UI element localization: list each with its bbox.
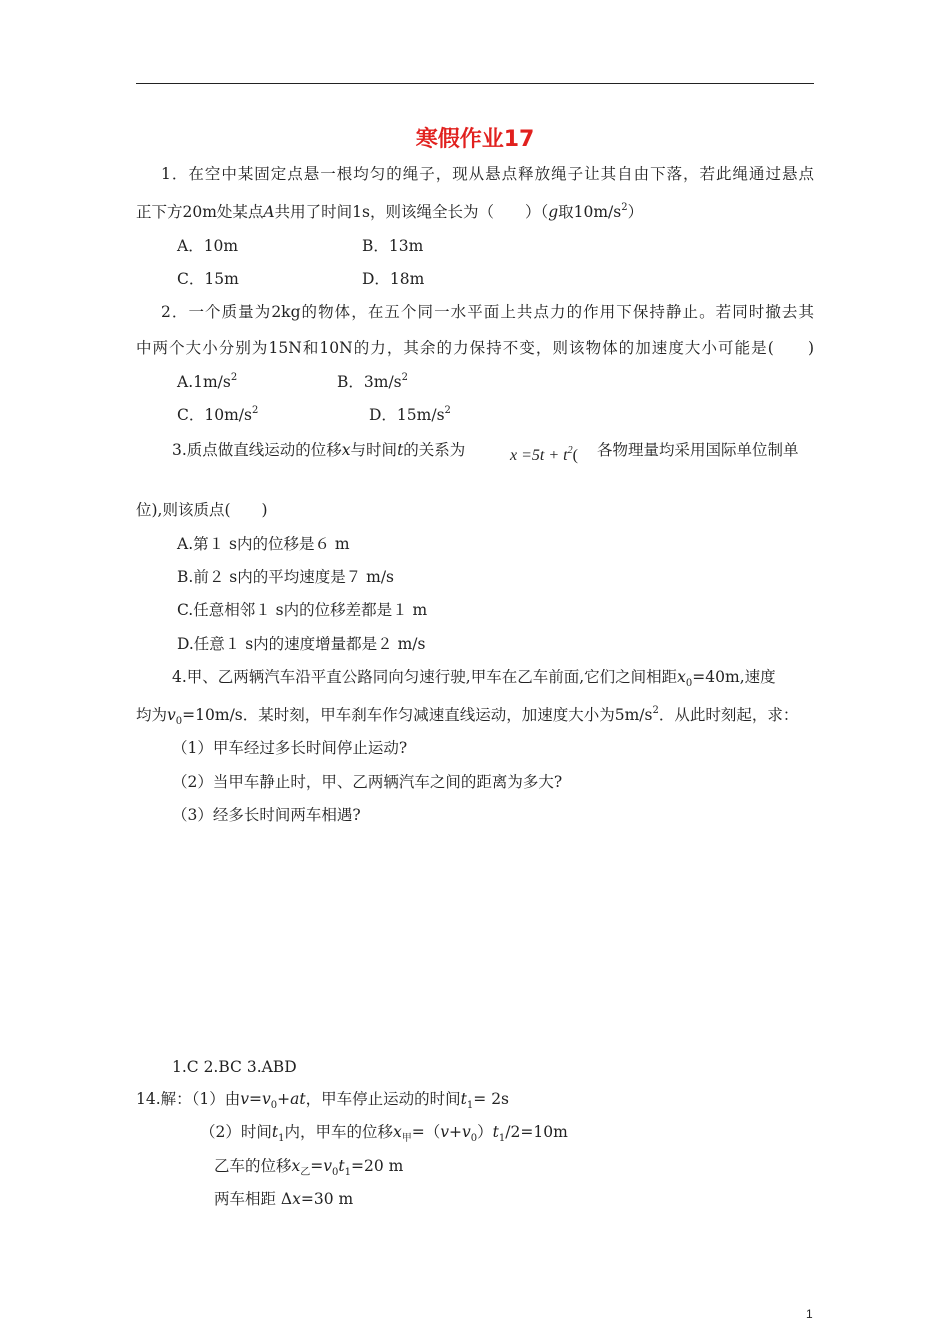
q1-option-a: A．10m [177,237,239,255]
q3-option-d: D.任意１ s内的速度增量都是２ m/s [177,635,426,653]
q4-sub1: （1）甲车经过多长时间停止运动? [172,739,408,757]
q3-line1-end: 各物理量均采用国际单位制单 [597,441,799,459]
q4-sub3: （3）经多长时间两车相遇? [172,806,361,824]
q3-option-b: B.前２ s内的平均速度是７ m/s [177,568,395,586]
q4-sub2: （2）当甲车静止时，甲、乙两辆汽车之间的距离为多大? [172,773,563,791]
q3-option-a: A.第１ s内的位移是６ m [177,535,350,553]
q1-option-d: D．18m [362,270,425,288]
q4-line2: 均为$v_0=10m/s$．某时刻，甲车刹车作匀减速直线运动，加速度大小为$5m/s^2$．从此时刻起，求： [136,705,799,727]
page-title: 寒假作业17 [415,127,535,152]
q1-option-c: C．15m [177,270,239,288]
solution-line3: 乙车的位移$x_乙=v_0t_1=20$ m [214,1157,404,1178]
q2-option-c: C．$10m/s^2$ [177,405,259,424]
q1-line2: 正下方20m处某点A共用了时间1s，则该绳全长为（ ）（g取$10m/s^2$） [136,202,644,221]
q1-line1: 1．在空中某固定点悬一根均匀的绳子，现从悬点释放绳子让其自由下落，若此绳通过悬点 [161,165,814,183]
q4-line1: 4.甲、乙两辆汽车沿平直公路同向匀速行驶,甲车在乙车前面,它们之间相距$x_0=40m$,速度 [172,668,776,689]
q3-line2: 位),则该质点( ) [136,501,268,519]
q3-option-c: C.任意相邻１ s内的位移差都是１ m [177,601,428,619]
q2-option-d: D．$15m/s^2$ [369,405,451,424]
q3-formula: $x =5t + t^2$( [510,445,578,464]
q1-option-b: B．13m [362,237,424,255]
q2-line1: 2．一个质量为2kg的物体，在五个同一水平面上共点力的作用下保持静止。若同时撤去其 [161,303,814,321]
page-number: 1 [806,1307,813,1321]
q2-option-b: B．$3m/s^2$ [337,372,409,391]
q2-option-a: $A.1m/s^2$ [177,372,238,391]
solution-line2: （2）时间$t_1$内，甲车的位移$x_甲=(v+v_0)t_1/2=10m$ [200,1123,568,1144]
answers-line: 1.C 2.BC 3.ABD [172,1058,297,1076]
solution-line4: 两车相距 Δx=30 m [214,1190,354,1208]
header-rule [136,83,814,84]
q2-line2: 中两个大小分别为15N和10N的力，其余的力保持不变，则该物体的加速度大小可能是( ) [136,339,814,357]
solution-line1: 14.解：（1）由$v=v_0+at$，甲车停止运动的时间$t_1= 2s$ [136,1090,510,1111]
q3-line1-start: 3.质点做直线运动的位移x与时间t的关系为 [172,441,466,459]
